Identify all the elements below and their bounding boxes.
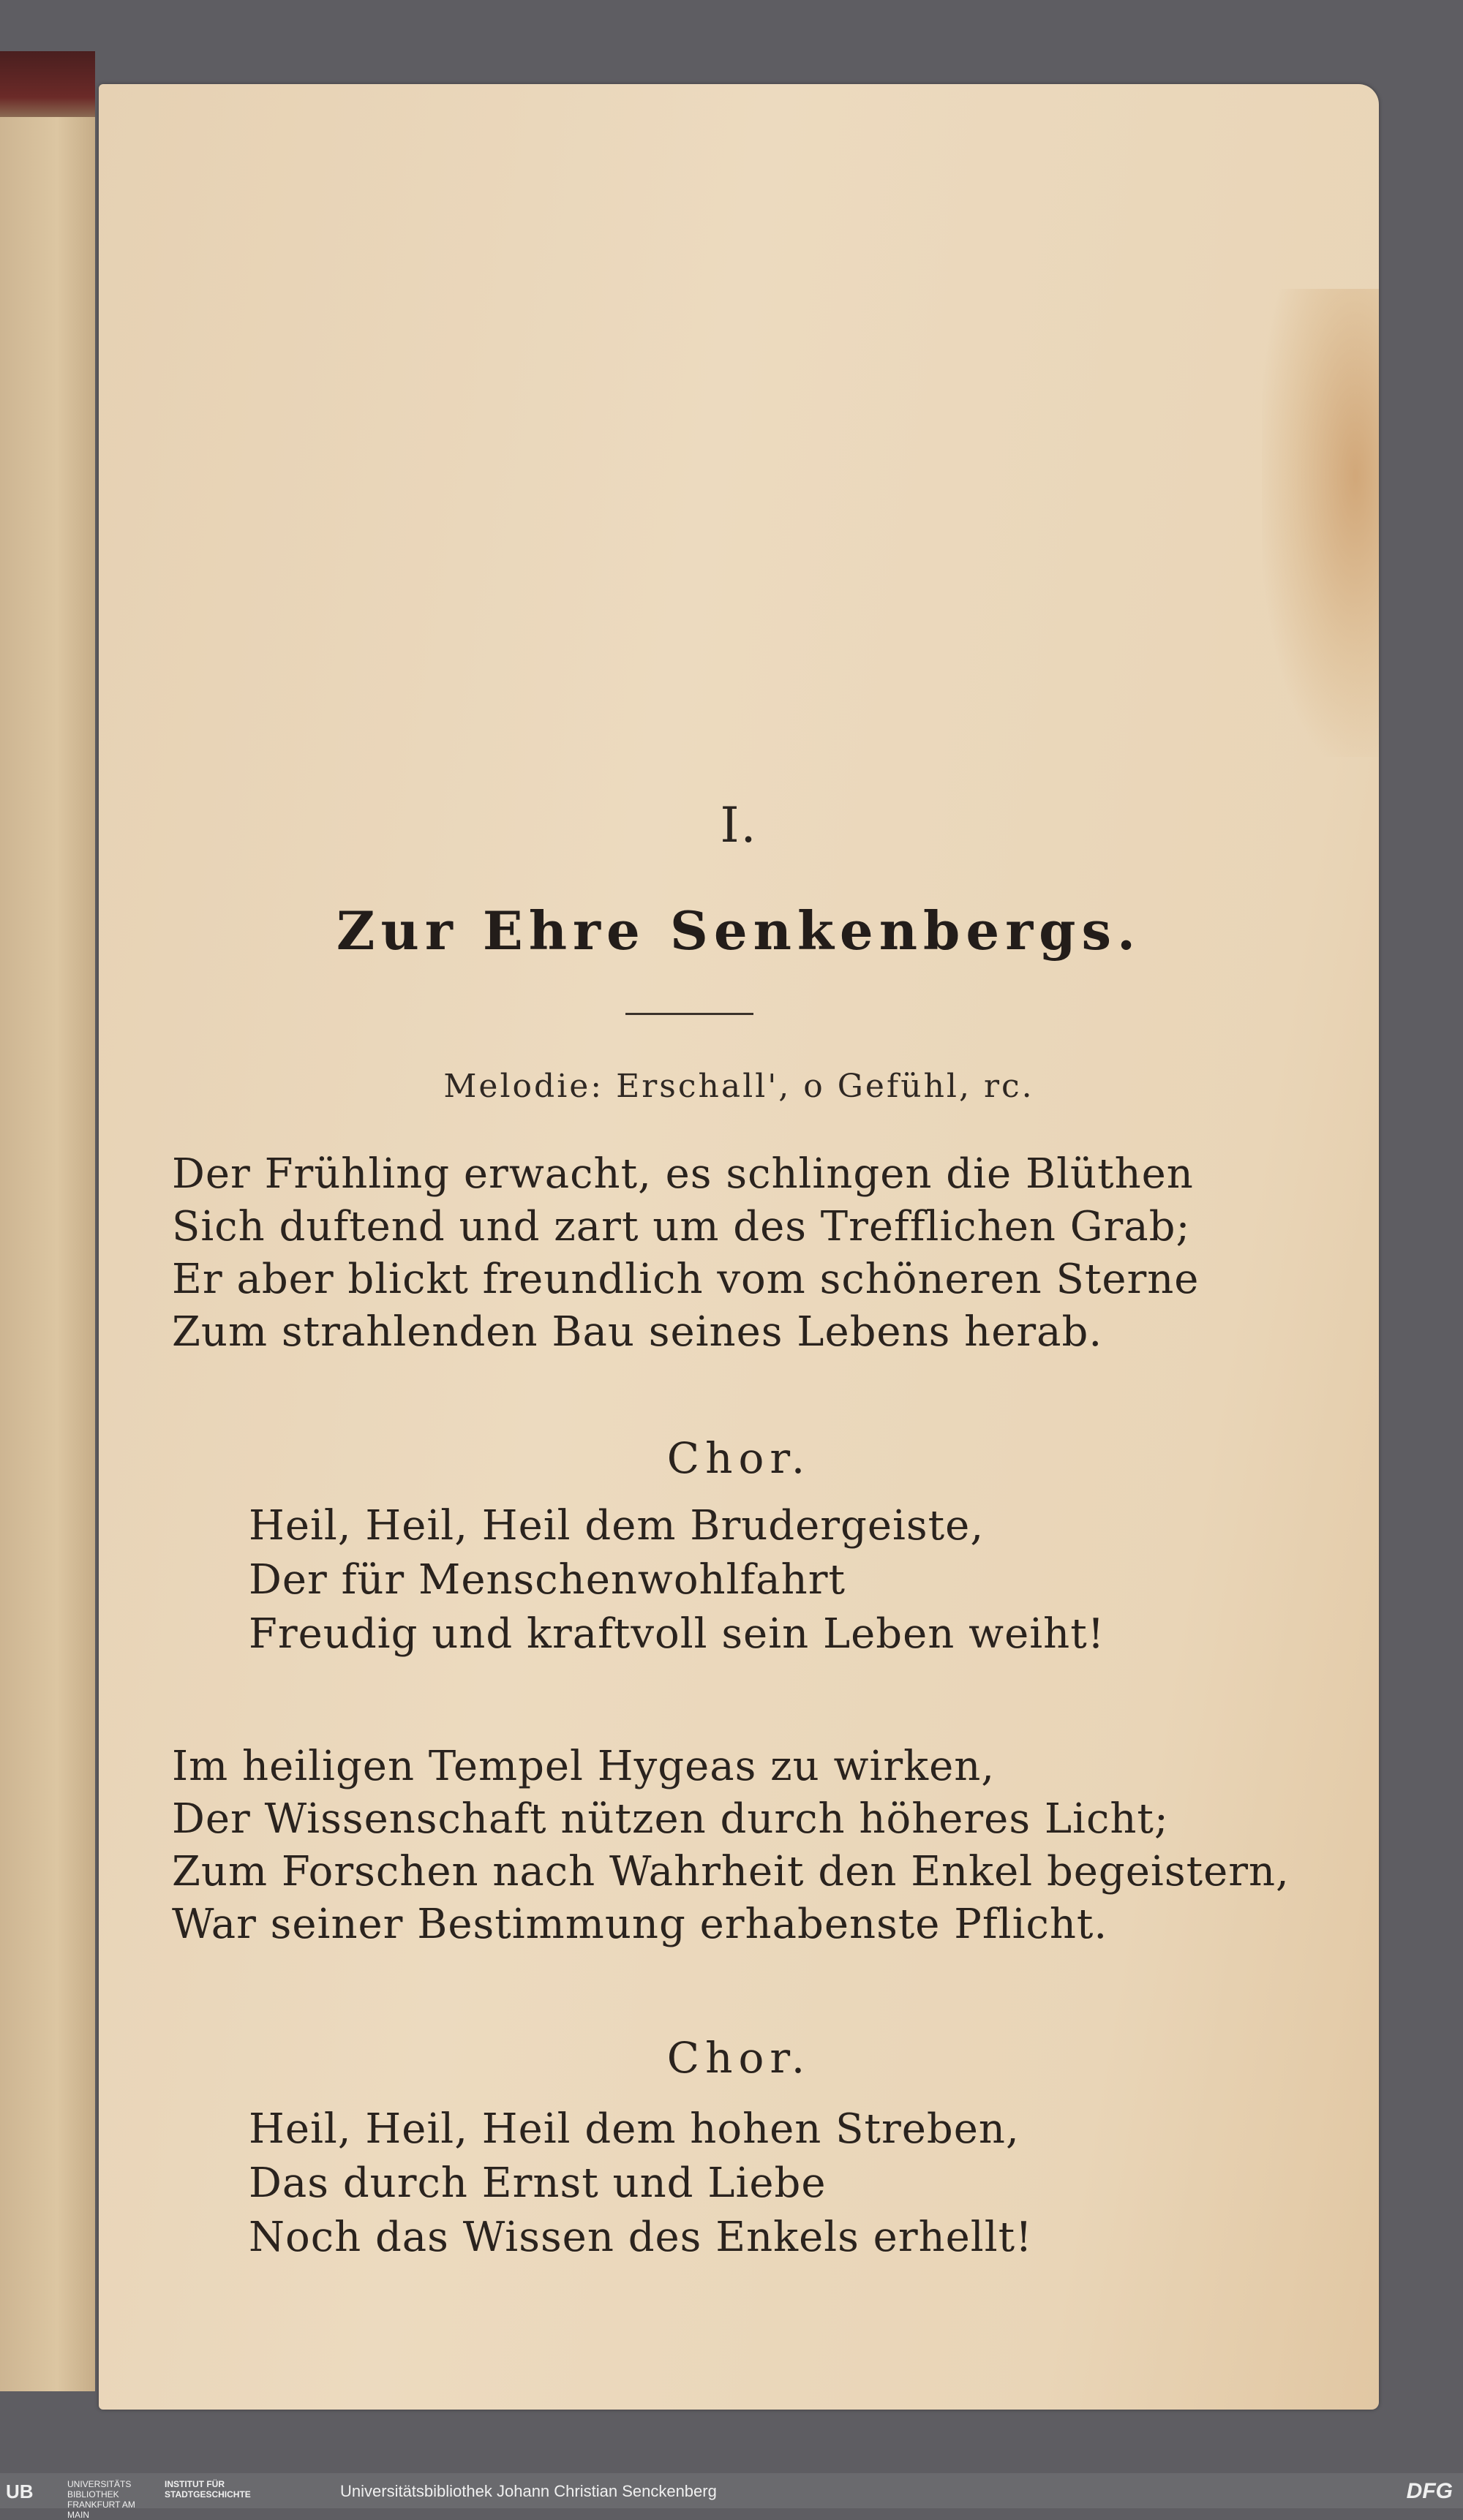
verse-line: Der Frühling erwacht, es schlingen die Blüthen	[172, 1150, 1194, 1198]
chorus-line: Heil, Heil, Heil dem hohen Streben,	[249, 2105, 1020, 2153]
title-rule	[625, 1013, 753, 1015]
verse-line: Er aber blickt freundlich vom schöneren Sterne	[172, 1256, 1200, 1303]
chorus-label-1: Chor.	[666, 1433, 811, 1483]
verse-line: War seiner Bestimmung erhabenste Pflicht.	[172, 1901, 1108, 1948]
ub-logo[interactable]: UB	[6, 2481, 34, 2502]
chorus-line: Das durch Ernst und Liebe	[249, 2159, 827, 2207]
dfg-logo[interactable]: DFG	[1406, 2479, 1453, 2503]
book-page	[99, 84, 1379, 2410]
verse-line: Im heiligen Tempel Hygeas zu wirken,	[172, 1743, 996, 1790]
chorus-1	[249, 1499, 1105, 1661]
chorus-line: Freudig und kraftvoll sein Leben weiht!	[249, 1610, 1105, 1658]
verse-1	[172, 1148, 1199, 1359]
melody-line: Melodie: Erschall', o Gefühl, rc.	[443, 1068, 1034, 1105]
chorus-line: Heil, Heil, Heil dem Brudergeiste,	[249, 1502, 985, 1550]
water-stain	[1262, 289, 1379, 757]
verse-line: Sich duftend und zart um des Trefflichen Grab;	[172, 1203, 1191, 1250]
poem-title: Zur Ehre Senkenbergs.	[336, 899, 1142, 962]
chorus-label-2: Chor.	[666, 2033, 811, 2083]
viewer-footer	[0, 2473, 1463, 2520]
left-page	[0, 51, 95, 2391]
section-numeral: I.	[720, 797, 758, 853]
ub-logo-text: UNIVERSITÄTS BIBLIOTHEK FRANKFURT AM MAIN	[67, 2479, 135, 2520]
verse-line: Der Wissenschaft nützen durch höheres Licht;	[172, 1795, 1169, 1843]
institut-logo[interactable]: INSTITUT FÜR STADTGESCHICHTE	[165, 2479, 251, 2500]
verse-line: Zum Forschen nach Wahrheit den Enkel begeistern,	[172, 1848, 1290, 1895]
chorus-2	[249, 2102, 1033, 2265]
binding-edge	[0, 51, 95, 117]
verse-line: Zum strahlenden Bau seines Lebens herab.	[172, 1308, 1103, 1356]
chorus-line: Noch das Wissen des Enkels erhellt!	[249, 2214, 1033, 2261]
library-name: Universitätsbibliothek Johann Christian Senckenberg	[340, 2482, 717, 2500]
chorus-line: Der für Menschenwohlfahrt	[249, 1556, 846, 1604]
verse-2	[172, 1740, 1290, 1951]
